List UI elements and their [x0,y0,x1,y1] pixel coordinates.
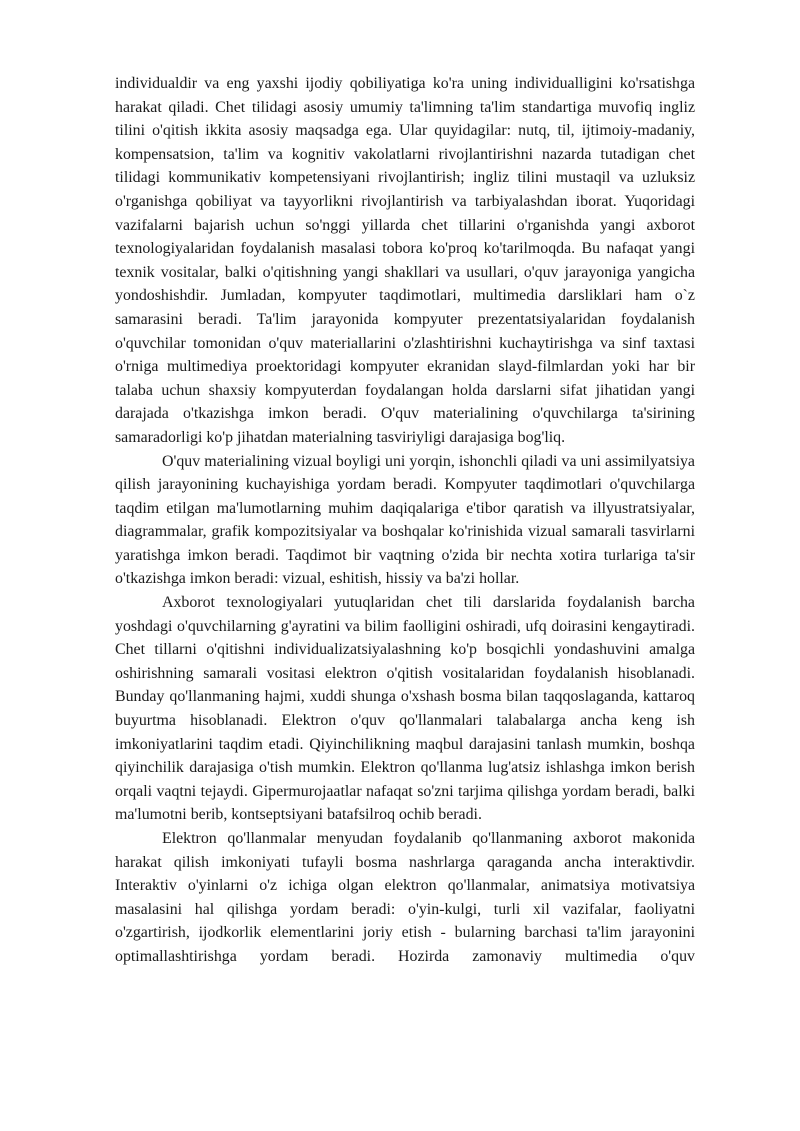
document-page [115,72,695,969]
paragraph-2: O'quv materialining vizual boyligi uni yorqin, ishonchli qiladi va uni assimilyatsiya qilish jarayonining kuchayishiga yordam beradi. Kompyuter taqdimotlari o'quvchilarga taqdim etilgan ma'lumotlarning muhim daqiqalariga e'tibor qaratish va illyustratsiyalar, diagrammalar, grafik kompozitsiyalar va boshqalar ko'rinishida vizual samarali tasvirlarni yaratishga imkon beradi. Taqdimot bir vaqtning o'zida bir nechta xotira turlariga ta'sir o'tkazishga imkon beradi: vizual, eshitish, hissiy va ba'zi hollar. [115,452,695,588]
paragraph-3: Axborot texnologiyalari yutuqlaridan chet tili darslarida foydalanish barcha yoshdagi o'quvchilarning g'ayratini va bilim faolligini oshiradi, ufq doirasini kengaytiradi. Chet tillarni o'qitishni individualizatsiyalashning ko'p bosqichli yondashuvini amalga oshirishning samarali vositasi elektron o'qitish vositalaridan foydalanish hisoblanadi. Bunday qo'llanmaning hajmi, xuddi shunga o'xshash bosma bilan taqqoslaganda, kattaroq buyurtma hisoblanadi. Elektron o'quv qo'llanmalari talabalarga ancha keng ish imkoniyatlarini taqdim etadi. Qiyinchilikning maqbul darajasini tanlash mumkin, boshqa qiyinchilik darajasiga o'tish mumkin. Elektron qo'llanma lug'atsiz ishlashga imkon berish orqali vaqtni tejaydi. Gipermurojaatlar nafaqat so'zni tarjima qilishga yordam beradi, balki ma'lumotni berib, kontseptsiyani batafsilroq ochib beradi. [115,594,695,824]
paragraph-1: individualdir va eng yaxshi ijodiy qobiliyatiga ko'ra uning individualligini ko'rsatishga harakat qiladi. Chet tilidagi asosiy umumiy ta'limning ta'lim standartiga muvofiq ingliz tilini o'qitish ikkita asosiy maqsadga ega. Ular quyidagilar: nutq, til, ijtimoiy-madaniy, kompensatsion, ta'lim va kognitiv vakolatlarni rivojlantirishni nazarda tutadigan chet tilidagi kommunikativ kompetensiyani rivojlantirish; ingliz tilini mustaqil va uzluksiz o'rganishga qobiliyat va tayyorlikni rivojlantirish va tarbiyalashdan iborat. Yuqoridagi vazifalarni bajarish uchun so'nggi yillarda chet tillarini o'rganishda yangi axborot texnologiyalaridan foydalanish masalasi tobora ko'proq ko'tarilmoqda. Bu nafaqat yangi texnik vositalar, balki o'qitishning yangi shakllari va usullari, o'quv jarayoniga yangicha yondoshishdir. Jumladan, kompyuter taqdimotlari, multimedia darsliklari ham o`z samarasini beradi. Ta'lim jarayonida kompyuter prezentatsiyalaridan foydalanish o'quvchilar tomonidan o'quv materiallarini o'zlashtirishni kuchaytirishga va sinf taxtasi o'rniga multimediya proektoridagi kompyuter ekranidan slayd-filmlardan yoki har bir talaba uchun shaxsiy kompyuterdan foydalangan holda darslarni sifat jihatidan yangi darajada o'tkazishga imkon beradi. O'quv materialining o'quvchilarga ta'sirining samaradorligi ko'p jihatdan materialning tasviriyligi darajasiga bog'liq. [115,75,695,446]
paragraph-4: Elektron qo'llanmalar menyudan foydalanib qo'llanmaning axborot makonida harakat qilish imkoniyati tufayli bosma nashrlarga qaraganda ancha interaktivdir. Interaktiv o'yinlarni o'z ichiga olgan elektron qo'llanmalar, animatsiya motivatsiya masalasini hal qilishga yordam beradi: o'yin-kulgi, turli xil vazifalar, faoliyatni o'zgartirish, ijodkorlik elementlarini joriy etish - bularning barchasi ta'lim jarayonini optimallashtirishga yordam beradi. Hozirda zamonaviy multimedia o'quv [115,830,695,965]
